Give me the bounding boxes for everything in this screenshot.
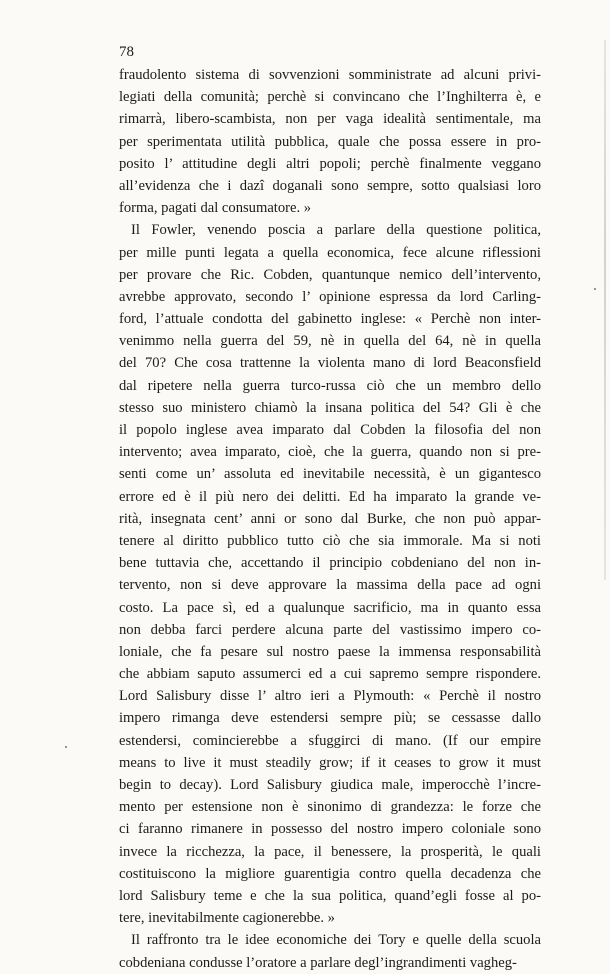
text-line: estendersi, comincierebbe a sfuggirci di mano. (If our empire (119, 732, 541, 749)
paper-speck (594, 288, 596, 290)
text-line: senti come un’ assoluta ed inevitabile necessità, è un gigantesco (119, 466, 541, 483)
text-line: del 70? Che cosa trattenne la violenta mano di lord Beaconsfield (119, 355, 541, 372)
text-line: il popolo inglese avea imparato dal Cobden la filosofia del non (119, 422, 541, 438)
text-line: tere, inevitabilmente cagionerebbe. » (119, 910, 335, 927)
text-line: Lord Salisbury disse l’ altro ieri a Plymouth: « Perchè il nostro (119, 688, 541, 705)
text-line: per mille punti legata a quella economica, fece alcune riflessioni (119, 244, 541, 261)
text-line: posito l’ attitudine degli altri popoli; perchè finalmente veggano (119, 155, 541, 172)
body-text (119, 64, 541, 974)
text-line: bene tuttavia che, accettando il principio cobdeniano del non in- (119, 555, 541, 572)
text-line: dal ripetere nella guerra turco-russa ciò che un membro dello (119, 377, 541, 394)
text-line: tervento, non si deve approvare la massima della pace ad ogni (119, 577, 541, 594)
text-line: per provare che Ric. Cobden, quantunque nemico dell’intervento, (119, 266, 541, 283)
text-line: invece la ricchezza, la pace, il benessere, la prosperità, le quali (119, 843, 541, 860)
paper-speck (65, 746, 67, 748)
text-line: rimarrà, libero-scambista, non per vaga idealità sentimentale, ma (119, 111, 541, 128)
text-line: stesso suo ministero chiamò la insana politica del 54? Gli è che (119, 399, 541, 416)
text-line: all’evidenza che i dazî doganali sono sempre, sotto qualsiasi loro (119, 177, 541, 194)
text-line: che abbiam saputo assumerci ed a cui sapremo sempre rispondere. (119, 666, 541, 683)
text-line: non debba farci perdere alcuna parte del vastissimo impero co- (119, 621, 541, 638)
page-edge-shadow (604, 40, 606, 580)
text-line: ci faranno rimanere in possesso del nostro impero coloniale sono (119, 821, 541, 838)
text-line: ford, l’attuale condotta del gabinetto inglese: « Perchè non inter- (119, 311, 541, 328)
text-line: per sperimentata utilità pubblica, quale che possa essere in pro- (119, 133, 541, 150)
text-line: mento per estensione non è sinonimo di grandezza: le forze che (119, 799, 541, 816)
text-line: Il raffronto tra le idee economiche dei Tory e quelle della scuola (131, 932, 541, 949)
text-line: loniale, che fa pesare sul nostro paese la immensa responsabilità (119, 643, 541, 660)
text-line: Il Fowler, venendo poscia a parlare della questione politica, (131, 222, 541, 239)
text-line: lord Salisbury teme e che la sua politica, quand’egli fosse al po- (119, 887, 541, 904)
text-line: avrebbe approvato, secondo l’ opinione espressa da lord Carling- (119, 288, 541, 305)
text-line: costituiscono la migliore guarentigia contro quella decadenza che (119, 865, 541, 882)
page-number: 78 (119, 44, 134, 60)
text-line: intervento; avea imparato, cioè, che la guerra, quando non si pre- (119, 444, 541, 461)
text-line: cobdeniana condusse l’oratore a parlare degl’ingrandimenti vagheg- (119, 954, 517, 971)
text-line: venimmo nella guerra del 59, nè in quella del 64, nè in quella (119, 333, 541, 350)
text-line: forma, pagati dal consumatore. » (119, 200, 312, 217)
text-line: begin to decay). Lord Salisbury giudica male, imperocchè l’incre- (119, 777, 541, 793)
text-line: legiati della comunità; perchè si convincano che l’Inghilterra è, e (119, 89, 541, 106)
text-line: impero rimanga deve estendersi sempre più; se cessasse dallo (119, 710, 541, 727)
text-line: tenere al diritto pubblico tutto ciò che sia immorale. Ma si noti (119, 532, 541, 549)
text-line: errore ed è il più nero dei delitti. Ed ha imparato la grande ve- (119, 488, 541, 505)
text-line: means to live it must steadily grow; if it ceases to grow it must (119, 754, 541, 771)
text-line: fraudolento sistema di sovvenzioni somministrate ad alcuni privi- (119, 67, 541, 83)
text-line: costo. La pace sì, ed a qualunque sacrificio, ma in quanto essa (119, 599, 541, 616)
text-line: rità, insegnata cent’ anni or sono dal Burke, che non può appar- (119, 510, 541, 527)
